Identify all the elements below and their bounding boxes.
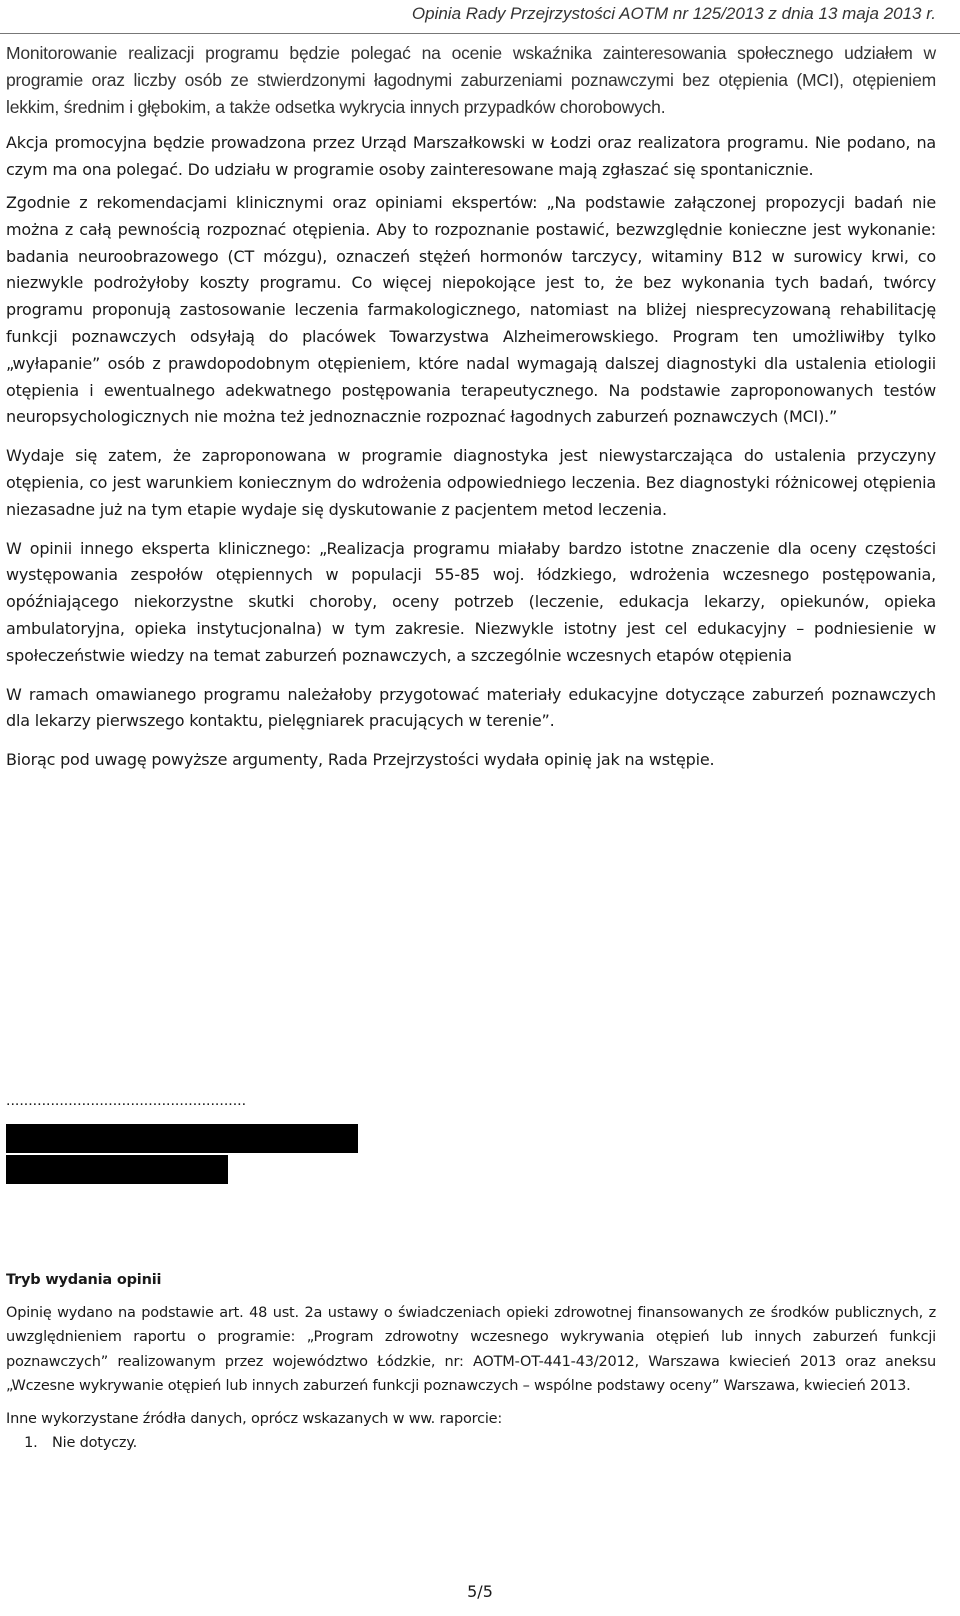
paragraph-education-materials: W ramach omawianego programu należałoby przygotować materiały edukacyjne dotyczące zaburzeń poznawczych dla lekarzy pierwszego kontaktu, pielęgniarek pracujących w terenie”. [6, 684, 936, 731]
sources-list [6, 1431, 936, 1455]
signature-line: ...................................................... [6, 1092, 247, 1109]
running-header: Opinia Rady Przejrzystości AOTM nr 125/2013 z dnia 13 maja 2013 r. [411, 4, 936, 23]
redacted-signature-name [6, 1124, 358, 1153]
opinion-basis-text: Opinię wydano na podstawie art. 48 ust. 2a ustawy o świadczeniach opieki zdrowotnej finansowanych ze środków publicznych, z uwzględnieniem raportu o programie: „Program zdrowotny wczesnego wykrywania otępień lub innych zaburzeń funkcji poznawczych” realizowanym przez województwo Łódzkie, nr: AOTM-OT-441-43/2012, Warszawa kwiecień 2013 oraz aneksu „Wczesne wykrywanie otępień lub innych zaburzeń funkcji poznawczych – wspólne podstawy oceny” Warszawa, kwiecień 2013. [6, 1305, 936, 1394]
paragraph-conclusion: Biorąc pod uwagę powyższe argumenty, Rada Przejrzystości wydała opinię jak na wstępie. [6, 750, 715, 770]
list-item: 1. Nie dotyczy. [42, 1431, 936, 1455]
section-title: Tryb wydania opinii [6, 1272, 162, 1288]
header-divider [0, 33, 960, 34]
body-text [6, 40, 936, 786]
paragraph-recommendations: Zgodnie z rekomendacjami klinicznymi oraz opiniami ekspertów: „Na podstawie załączonej propozycji badań nie można z całą pewnością rozpoznać otępienia. Aby to rozpoznanie postawić, bezwzględnie konieczne jest wykonanie: badania neuroobrazowego (CT mózgu), oznaczeń stężeń hormonów tarczycy, witaminy B12 w surowicy krwi, co niezwykle podrożyłoby koszty programu. Co więcej niepokojące jest to, że bez wykonania tych badań, twórcy programu proponują zastosowanie leczenia farmakologicznego, natomiast na bliżej niesprecyzowaną rehabilitację funkcji poznawczych odsyłają do placówek Towarzystwa Alzheimerowskiego. Program ten umożliwiłby tylko „wyłapanie” osób z prawdopodobnym otępieniem, które nadal wymagają dalszej diagnostyki dla ustalenia etiologii otępienia i ewentualnego adekwatnego postępowania terapeutycznego. Na podstawie zaproponowanych testów neuropsychologicznych nie można też jednoznacznie rozpoznać łagodnych zaburzeń poznawczych (MCI).” [6, 192, 936, 427]
sources-intro: Inne wykorzystane źródła danych, oprócz wskazanych w ww. raporcie: [6, 1411, 503, 1428]
paragraph-diagnostics: Wydaje się zatem, że zaproponowana w programie diagnostyka jest niewystarczająca do ustalenia przyczyny otępienia, co jest warunkiem koniecznym do wdrożenia odpowiedniego leczenia. Bez diagnostyki różnicowej otępienia niezasadne już na tym etapie wydaje się dyskutowanie z pacjentem metod leczenia. [6, 446, 936, 519]
paragraph-promotion: Akcja promocyjna będzie prowadzona przez Urząd Marszałkowski w Łodzi oraz realizatora programu. Nie podano, na czym ma ona polegać. Do udziału w programie osoby zainteresowane mają zgłaszać się spontanicznie. [6, 133, 936, 180]
redacted-signature-role [6, 1155, 228, 1184]
opinion-mode-section [6, 1268, 936, 1455]
paragraph-monitoring: Monitorowanie realizacji programu będzie polegać na ocenie wskaźnika zainteresowania społecznego udziałem w programie oraz liczby osób ze stwierdzonymi łagodnymi zaburzeniami poznawczymi bez otępienia (MCI), otępieniem lekkim, średnim i głębokim, a także odsetka wykrycia innych przypadków chorobowych. [6, 43, 936, 117]
paragraph-expert-opinion: W opinii innego eksperta klinicznego: „Realizacja programu miałaby bardzo istotne znaczenie dla oceny częstości występowania zespołów otępiennych w populacji 55-85 woj. łódzkiego, wdrożenia wczesnego postępowania, opóźniającego niekorzystne skutki choroby, oceny potrzeb (leczenie, edukacja lekarzy, opiekunów, opieka ambulatoryjna, opieka instytucjonalna) w tym zakresie. Niezwykle istotny jest cel edukacyjny – podniesienie w społeczeństwie wiedzy na temat zaburzeń poznawczych, a szczególnie wczesnych etapów otępienia [6, 538, 936, 665]
page-number: 5/5 [467, 1582, 493, 1601]
